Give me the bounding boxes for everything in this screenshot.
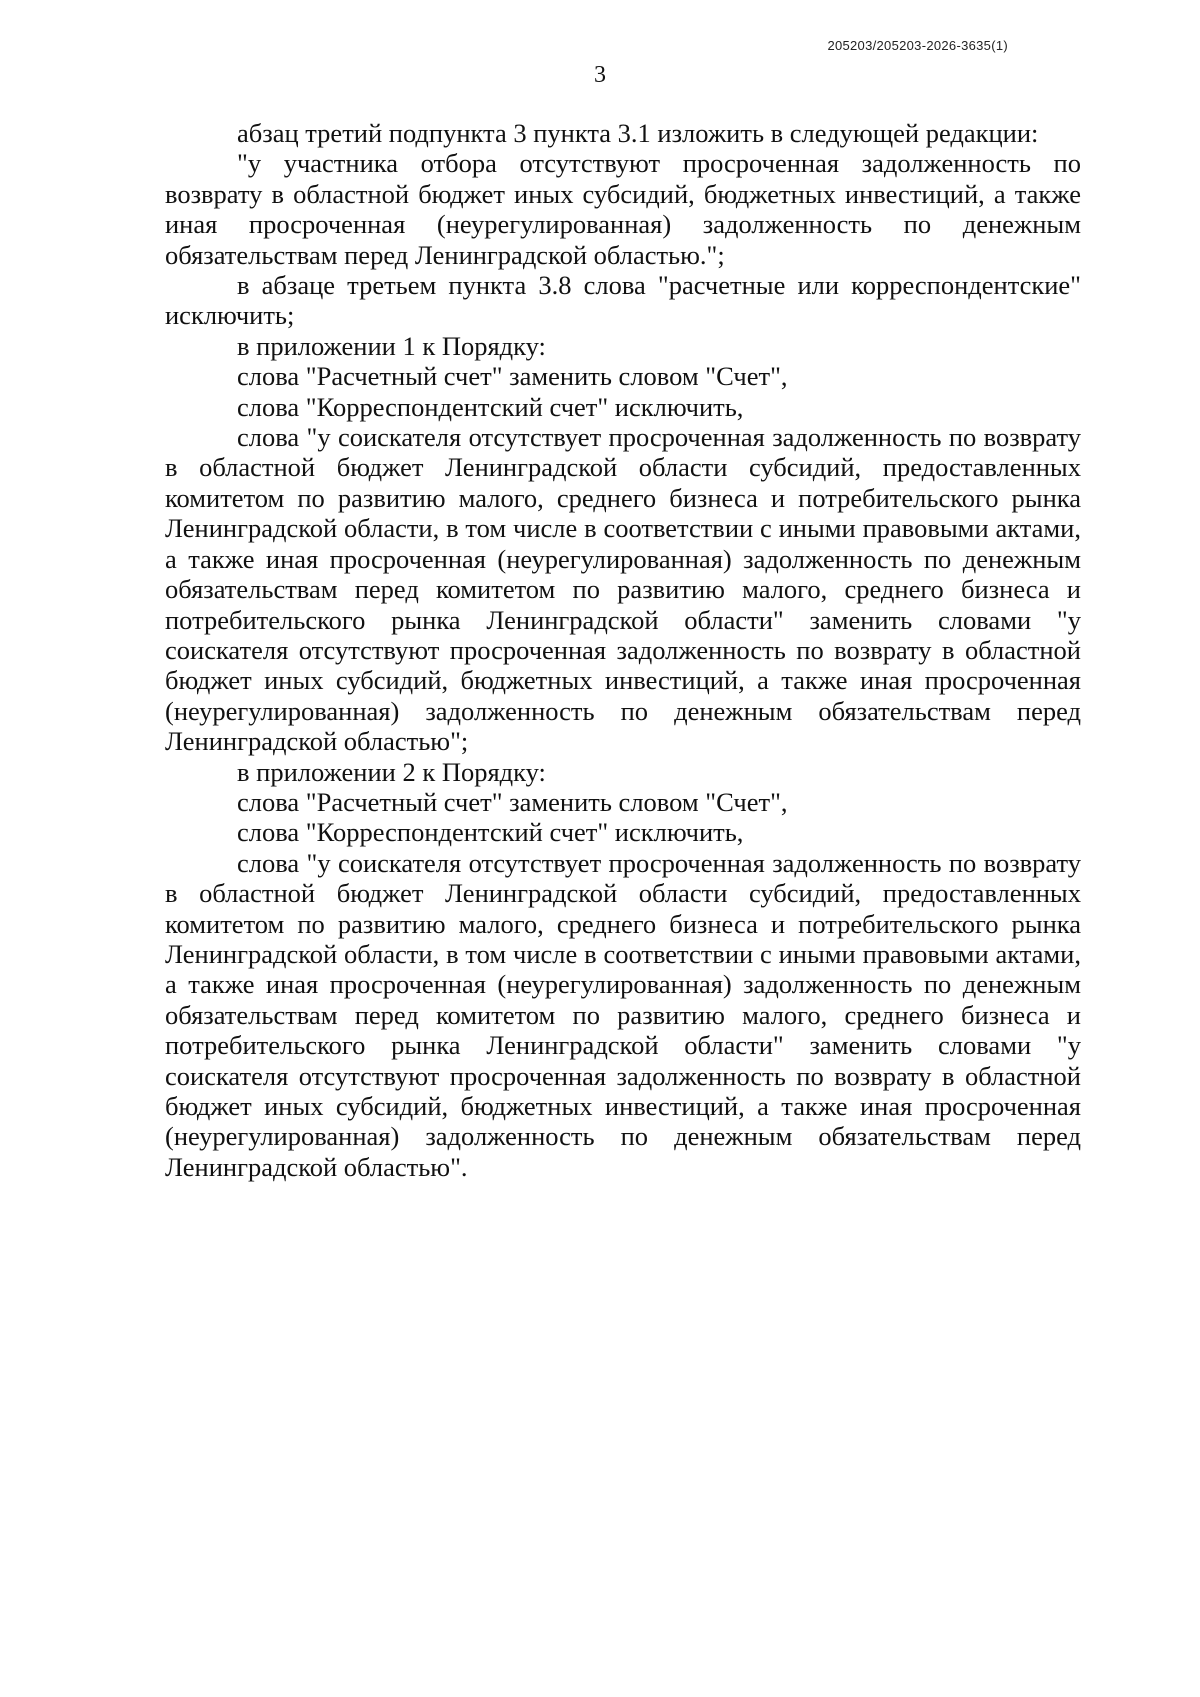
paragraph: слова "у соискателя отсутствует просроченная задолженность по возврату в областной бюджет Ленинградской области субсидий, предоставленных комитетом по развитию малого, среднего бизнеса и потребительского рынка Ленинградской области, в том числе в соответствии с иными правовыми актами, а также иная просроченная (неурегулированная) задолженность по денежным обязательствам перед комитетом по развитию малого, среднего бизнеса и потребительского рынка Ленинградской области" заменить словами "у соискателя отсутствуют просроченная задолженность по возврату в областной бюджет иных субсидий, бюджетных инвестиций, а также иная просроченная (неурегулированная) задолженность по денежным обязательствам перед Ленинградской областью". xyxy=(165,847,1081,1182)
paragraph: в приложении 2 к Порядку: xyxy=(237,756,546,787)
paragraph: абзац третий подпункта 3 пункта 3.1 изложить в следующей редакции: xyxy=(237,118,1039,148)
paragraph: в абзаце третьем пункта 3.8 слова "расчетные или корреспондентские" исключить; xyxy=(165,270,1081,331)
paragraph: слова "Расчетный счет" заменить словом "Счет", xyxy=(237,361,788,392)
document-body xyxy=(165,118,1081,1182)
paragraph: слова "Расчетный счет" заменить словом "Счет", xyxy=(237,786,788,817)
paragraph: слова "Корреспондентский счет" исключить, xyxy=(237,817,744,848)
paragraph: слова "Корреспондентский счет" исключить, xyxy=(237,391,744,422)
paragraph: слова "у соискателя отсутствует просроченная задолженность по возврату в областной бюджет Ленинградской области субсидий, предоставленных комитетом по развитию малого, среднего бизнеса и потребительского рынка Ленинградской области, в том числе в соответствии с иными правовыми актами, а также иная просроченная (неурегулированная) задолженность по денежным обязательствам перед комитетом по развитию малого, среднего бизнеса и потребительского рынка Ленинградской области" заменить словами "у соискателя отсутствуют просроченная задолженность по возврату в областной бюджет иных субсидий, бюджетных инвестиций, а также иная просроченная (неурегулированная) задолженность по денежным обязательствам перед Ленинградской областью"; xyxy=(165,422,1081,757)
paragraph: в приложении 1 к Порядку: xyxy=(237,330,546,361)
paragraph: "у участника отбора отсутствуют просроченная задолженность по возврату в областной бюджет иных субсидий, бюджетных инвестиций, а также иная просроченная (неурегулированная) задолженность по денежным обязательствам перед Ленинградской областью."; xyxy=(165,148,1081,270)
document-id: 205203/205203-2026-3635(1) xyxy=(827,38,1008,53)
page-number: 3 xyxy=(594,62,606,88)
